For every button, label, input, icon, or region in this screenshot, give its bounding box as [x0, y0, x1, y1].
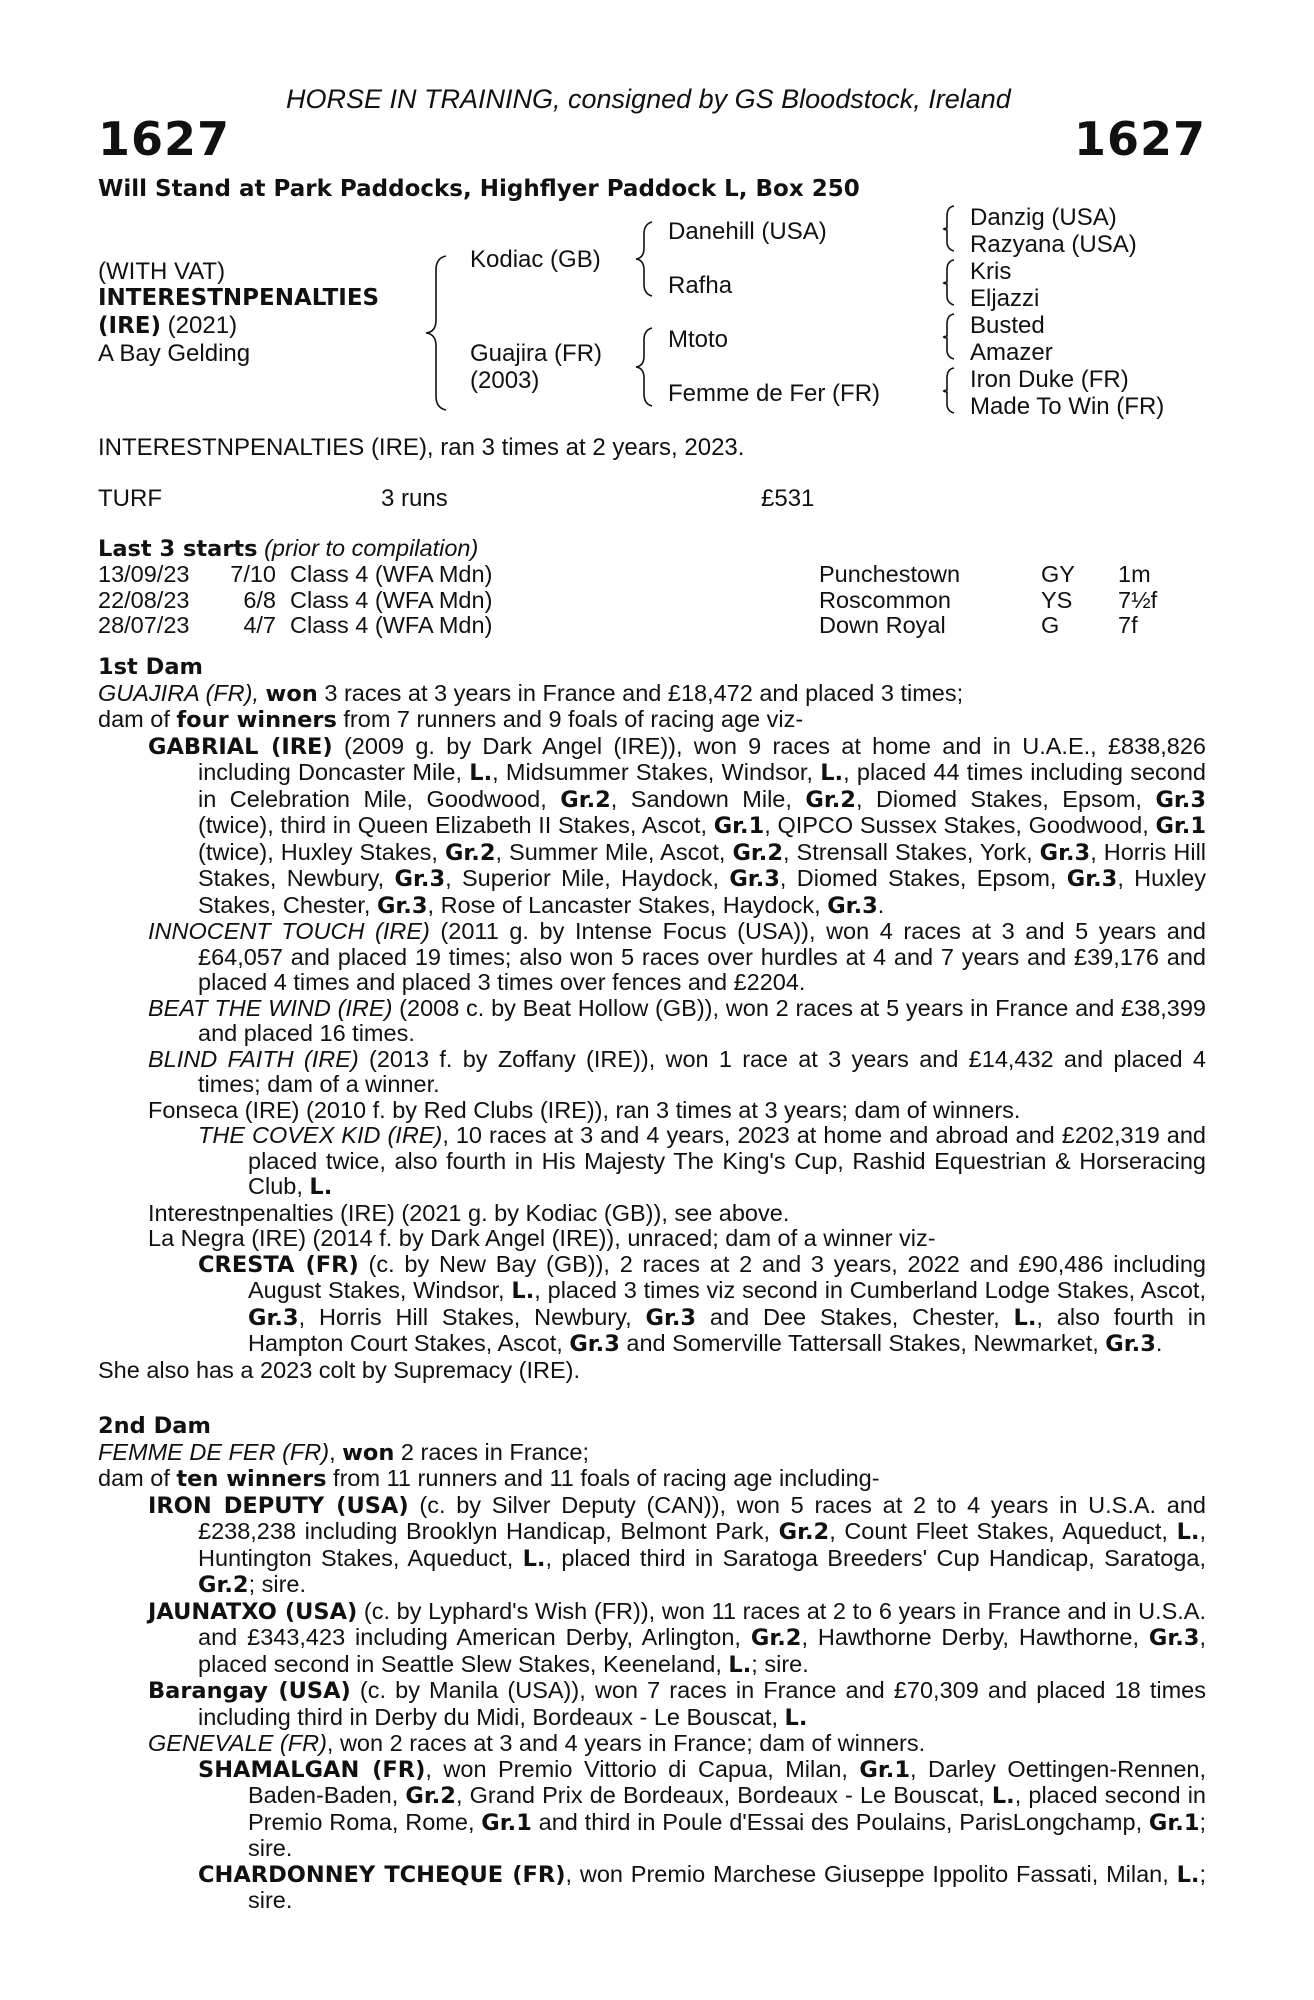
- sire: Kodiac (GB): [470, 246, 601, 273]
- pedigree-brace-main: [426, 256, 446, 410]
- italic-text: BEAT THE WIND (IRE): [148, 994, 393, 1021]
- bold-text: ten winners: [176, 1466, 327, 1492]
- last-starts-subtitle: (prior to compilation): [264, 535, 479, 561]
- start-class: Class 4 (WFA Mdn): [290, 586, 493, 613]
- start-date: 22/08/23: [98, 586, 190, 613]
- text: , also fourth in Hampton Court Stakes, Ascot,: [248, 1303, 1206, 1356]
- text: , Huxley Stakes, Chester,: [198, 865, 1206, 918]
- start-going: YS: [1041, 586, 1073, 613]
- g3-ancestor: Made To Win (FR): [970, 393, 1165, 420]
- text: Fonseca (IRE) (2010 f. by Red Clubs (IRE)), ran 3 times at 3 years; dam of winners.: [148, 1096, 1021, 1123]
- start-position: 7/10: [230, 561, 276, 587]
- start-class: Class 4 (WFA Mdn): [290, 612, 493, 638]
- progeny-entry: [148, 996, 1206, 1047]
- horse-suffix: (IRE): [98, 313, 162, 339]
- text: , Grand Prix de Bordeaux, Bordeaux - Le Bouscat,: [455, 1782, 992, 1808]
- start-going: GY: [1041, 561, 1075, 587]
- text: , placed 44 times including second in Celebration Mile, Goodwood,: [198, 759, 1206, 812]
- bold-text: L.: [469, 760, 493, 786]
- second-dam-intro: [98, 1440, 1206, 1493]
- bold-text: Gr.3: [729, 866, 780, 892]
- text: , Superior Mile, Haydock,: [445, 865, 730, 891]
- dam-sire: Mtoto: [668, 326, 729, 353]
- first-dam-section: [98, 655, 1206, 1383]
- italic-text: GUAJIRA (FR),: [98, 679, 266, 706]
- bold-text: Gr.1: [1155, 813, 1207, 839]
- text: , QIPCO Sussex Stakes, Goodwood,: [764, 812, 1156, 838]
- text: , Count Fleet Stakes, Aqueduct,: [829, 1518, 1177, 1544]
- start-position: 4/7: [243, 612, 276, 638]
- dam-line: [98, 707, 1206, 734]
- bold-text: L.: [1176, 1519, 1200, 1545]
- pedigree-brace-g3: [944, 314, 955, 359]
- bold-text: Gr.1: [481, 1809, 532, 1836]
- pedigree-generation-3: [970, 204, 1164, 420]
- bold-text: Gr.3: [1039, 839, 1091, 866]
- text: La Negra (IRE) (2014 f. by Dark Angel (IRE)), unraced; dam of a winner viz-: [148, 1225, 936, 1251]
- progeny-entry: [148, 1678, 1206, 1731]
- pedigree-brace-dam: [636, 328, 652, 406]
- start-distance: 7½f: [1118, 586, 1158, 613]
- italic-text: BLIND FAITH (IRE): [148, 1045, 359, 1072]
- pedigree-brace-sire: [636, 222, 652, 296]
- start-row: [98, 588, 1208, 614]
- bold-text: IRON DEPUTY (USA): [148, 1492, 409, 1519]
- sire-sire: Danehill (USA): [668, 218, 827, 245]
- last-starts-header: [98, 536, 478, 563]
- start-course: Down Royal: [819, 612, 946, 638]
- horse-name: INTERESTNPENALTIES: [98, 285, 380, 311]
- dam-year: (2003): [470, 367, 540, 394]
- bold-text: Gr.3: [1066, 866, 1118, 892]
- text: (c. by Silver Deputy (CAN)), won 5 races at 2 to 4 years in U.S.A. and £238,238 including Brooklyn Handicap, Belmont Park,: [198, 1491, 1206, 1544]
- bold-text: Gr.2: [560, 786, 611, 813]
- start-row: [98, 613, 1208, 639]
- first-dam-heading: 1st Dam: [98, 654, 203, 680]
- text: , Rose of Lancaster Stakes, Haydock,: [427, 891, 828, 918]
- text: , 10 races at 3 and 4 years, 2023 at home and abroad and £202,319 and placed twice, also fourth in His Majesty The King's Cup, Rashid Equestrian & Horseracing Club,: [248, 1122, 1206, 1199]
- bold-text: JAUNATXO (USA): [148, 1598, 358, 1625]
- second-dam-progeny: [98, 1493, 1206, 1914]
- bold-text: Barangay (USA): [148, 1678, 351, 1704]
- text: , Horris Hill Stakes, Newbury,: [198, 838, 1207, 891]
- pedigree-brace-g4: [944, 368, 955, 413]
- start-class: Class 4 (WFA Mdn): [290, 561, 493, 587]
- bold-text: Gr.3: [1155, 786, 1206, 813]
- bold-text: L.: [309, 1174, 333, 1200]
- bold-text: Gr.2: [732, 839, 784, 866]
- progeny-entry: [148, 734, 1206, 920]
- progeny-entry: [148, 1201, 1206, 1227]
- text: from 7 runners and 9 foals of racing age viz-: [336, 706, 804, 732]
- pedigree-brace-g2: [944, 260, 955, 305]
- stand-location: Will Stand at Park Paddocks, Highflyer Paddock L, Box 250: [98, 176, 860, 202]
- start-course: Punchestown: [819, 561, 961, 587]
- text: , won Premio Vittorio di Capua, Milan,: [425, 1755, 860, 1782]
- bold-text: Gr.3: [569, 1331, 620, 1357]
- last-starts-table: [98, 562, 1208, 639]
- text: ; sire.: [751, 1650, 809, 1677]
- bold-text: Gr.3: [248, 1304, 299, 1331]
- bold-text: Gr.3: [827, 892, 878, 919]
- second-dam-section: [98, 1414, 1206, 1914]
- bold-text: Gr.3: [1148, 1625, 1200, 1651]
- first-dam-progeny: [98, 734, 1206, 1358]
- pedigree-brace-g1: [944, 206, 955, 251]
- progeny-entry: [148, 1599, 1206, 1679]
- bold-text: L.: [511, 1278, 535, 1304]
- bold-text: GABRIAL (IRE): [148, 733, 333, 760]
- turf-runs: 3 runs: [381, 485, 448, 512]
- text: (2008 c. by Beat Hollow (GB)), won 2 races at 5 years in France and £38,399 and placed 16 times.: [198, 994, 1206, 1046]
- text: dam of: [98, 706, 177, 732]
- progeny-entry: [198, 1757, 1206, 1862]
- text: and Dee Stakes, Chester,: [696, 1303, 1014, 1330]
- bold-text: CHARDONNEY TCHEQUE (FR): [198, 1861, 566, 1888]
- horse-year: (2021): [161, 312, 238, 339]
- g3-ancestor: Danzig (USA): [970, 204, 1117, 231]
- text: and Somerville Tattersall Stakes, Newmarket,: [619, 1330, 1106, 1356]
- text: (c. by New Bay (GB)), 2 races at 2 and 3 years, 2022 and £90,486 including August Stakes, Windsor,: [248, 1250, 1206, 1303]
- text: , Hawthorne Derby, Hawthorne,: [801, 1624, 1149, 1650]
- progeny-entry: [148, 1098, 1206, 1124]
- text: (2011 g. by Intense Focus (USA)), won 4 races at 3 and 5 years and £64,057 and placed 19 times; also won 5 races over hurdles at 4 and 7 years and £39,176 and placed 4 times and placed 3 times over fences and £2204.: [198, 918, 1207, 995]
- progeny-entry: [148, 1226, 1206, 1252]
- g3-ancestor: Kris: [970, 258, 1012, 285]
- bold-text: L.: [784, 1704, 808, 1731]
- text: , placed 3 times viz second in Cumberland Lodge Stakes, Ascot,: [534, 1277, 1206, 1303]
- bold-text: Gr.1: [859, 1756, 910, 1783]
- dam-line: [98, 1466, 1206, 1493]
- dam-line: [98, 681, 1206, 708]
- text: , placed third in Saratoga Breeders' Cup Handicap, Saratoga,: [545, 1544, 1206, 1571]
- start-date: 28/07/23: [98, 612, 190, 638]
- race-summary: INTERESTNPENALTIES (IRE), ran 3 times at 2 years, 2023.: [98, 434, 745, 461]
- first-dam-closing: She also has a 2023 colt by Supremacy (IRE).: [98, 1356, 580, 1383]
- text: , Diomed Stakes, Epsom,: [855, 785, 1156, 812]
- progeny-entry: [148, 1493, 1206, 1599]
- italic-text: GENEVALE (FR): [148, 1730, 327, 1756]
- text: from 11 runners and 11 foals of racing age including-: [326, 1465, 880, 1491]
- bold-text: CRESTA (FR): [198, 1251, 359, 1278]
- text: , Huntington Stakes, Aqueduct,: [198, 1518, 1206, 1571]
- bold-text: Gr.1: [713, 813, 765, 839]
- text: ; sire.: [248, 1860, 1207, 1913]
- g3-ancestor: Busted: [970, 312, 1045, 339]
- progeny-entry: [148, 1047, 1206, 1098]
- g3-ancestor: Eljazzi: [970, 285, 1040, 312]
- text: , Diomed Stakes, Epsom,: [779, 865, 1067, 891]
- text: Interestnpenalties (IRE) (2021 g. by Kodiac (GB)), see above.: [148, 1199, 790, 1226]
- text: (c. by Manila (USA)), won 7 races in France and £70,309 and placed 18 times including third in Derby du Midi, Bordeaux - Le Bouscat,: [198, 1677, 1206, 1730]
- turf-prize: £531: [761, 485, 815, 512]
- bold-text: Gr.2: [778, 1519, 830, 1545]
- bold-text: Gr.2: [444, 839, 496, 866]
- dam-line: [98, 1440, 1206, 1467]
- horse-description: A Bay Gelding: [98, 340, 251, 367]
- bold-text: L.: [728, 1651, 752, 1678]
- text: ,: [329, 1438, 343, 1465]
- bold-text: L.: [1176, 1861, 1200, 1888]
- bold-text: Gr.3: [376, 892, 428, 919]
- text: (twice), Huxley Stakes,: [198, 838, 445, 865]
- start-going: G: [1041, 612, 1060, 638]
- text: (2009 g. by Dark Angel (IRE)), won 9 races at home and in U.A.E., £838,826 including Doncaster Mile,: [198, 732, 1206, 785]
- last-starts-title: Last 3 starts: [98, 536, 258, 562]
- text: and third in Poule d'Essai des Poulains, ParisLongchamp,: [531, 1808, 1149, 1835]
- text: (twice), third in Queen Elizabeth II Stakes, Ascot,: [198, 812, 714, 838]
- bold-text: Gr.3: [645, 1304, 697, 1331]
- text: 3 races at 3 years in France and £18,472 and placed 3 times;: [317, 679, 964, 706]
- first-dam-intro: [98, 681, 1206, 734]
- progeny-entry: [198, 1252, 1206, 1358]
- bold-text: Gr.2: [198, 1572, 249, 1598]
- text: ; sire.: [248, 1571, 307, 1597]
- start-distance: 1m: [1118, 561, 1151, 587]
- progeny-entry: [148, 1731, 1206, 1757]
- bold-text: four winners: [176, 707, 337, 733]
- dam-dam: Femme de Fer (FR): [668, 380, 881, 407]
- bold-text: Gr.3: [1105, 1331, 1156, 1357]
- start-distance: 7f: [1118, 612, 1138, 638]
- bold-text: L.: [522, 1545, 546, 1572]
- dam-name: Guajira (FR): [470, 340, 603, 367]
- bold-text: SHAMALGAN (FR): [198, 1756, 426, 1783]
- g3-ancestor: Iron Duke (FR): [970, 366, 1129, 393]
- bold-text: L.: [1013, 1304, 1037, 1331]
- text: , Strensall Stakes, York,: [783, 838, 1040, 865]
- text: (c. by Lyphard's Wish (FR)), won 11 races at 2 to 6 years in France and in U.S.A. and £343,423 including American Derby, Arlington,: [198, 1597, 1206, 1650]
- g3-ancestor: Amazer: [970, 339, 1053, 366]
- text: (2013 f. by Zoffany (IRE)), won 1 race at 3 years and £14,432 and placed 4 times; dam of a winner.: [198, 1045, 1206, 1097]
- text: .: [877, 891, 885, 918]
- progeny-entry: [198, 1123, 1206, 1201]
- vat-note: (WITH VAT): [98, 258, 226, 285]
- text: 2 races in France;: [394, 1438, 590, 1465]
- start-row: [98, 562, 1208, 588]
- bold-text: Gr.3: [394, 866, 446, 892]
- text: , placed second in Premio Roma, Rome,: [248, 1782, 1206, 1835]
- text: dam of: [98, 1465, 177, 1491]
- text: , Horris Hill Stakes, Newbury,: [298, 1303, 646, 1330]
- lot-number-right: 1627: [1073, 112, 1206, 166]
- text: , Summer Mile, Ascot,: [495, 838, 733, 865]
- bold-text: Gr.2: [405, 1783, 456, 1809]
- second-dam-heading: 2nd Dam: [98, 1413, 211, 1439]
- progeny-entry: [198, 1862, 1206, 1914]
- text: , Sandown Mile,: [610, 785, 806, 812]
- text: , Darley Oettingen-Rennen, Baden-Baden,: [248, 1755, 1206, 1808]
- italic-text: INNOCENT TOUCH (IRE): [148, 918, 430, 944]
- bold-text: L.: [991, 1783, 1015, 1809]
- bold-text: L.: [820, 760, 844, 786]
- lot-number-left: 1627: [98, 112, 231, 166]
- text: .: [1155, 1330, 1163, 1356]
- start-position: 6/8: [243, 586, 276, 613]
- text: , won 2 races at 3 and 4 years in France; dam of winners.: [326, 1730, 926, 1756]
- turf-label: TURF: [98, 485, 162, 512]
- bold-text: Gr.2: [805, 786, 856, 813]
- start-course: Roscommon: [819, 586, 951, 613]
- bold-text: Gr.2: [750, 1625, 802, 1651]
- italic-text: FEMME DE FER (FR): [98, 1438, 330, 1465]
- start-date: 13/09/23: [98, 561, 190, 587]
- text: ; sire.: [248, 1808, 1207, 1861]
- progeny-entry: [148, 919, 1206, 996]
- sire-dam: Rafha: [668, 272, 733, 299]
- text: , placed second in Seattle Slew Stakes, Keeneland,: [198, 1624, 1206, 1677]
- bold-text: Gr.1: [1148, 1809, 1200, 1836]
- bold-text: won: [342, 1439, 395, 1466]
- text: , won Premio Marchese Giuseppe Ippolito Fassati, Milan,: [565, 1860, 1177, 1887]
- italic-text: THE COVEX KID (IRE): [198, 1122, 443, 1148]
- g3-ancestor: Razyana (USA): [970, 231, 1137, 258]
- text: , Midsummer Stakes, Windsor,: [492, 759, 821, 785]
- bold-text: won: [265, 680, 318, 707]
- consignor-line: HORSE IN TRAINING, consigned by GS Bloodstock, Ireland: [286, 84, 1011, 114]
